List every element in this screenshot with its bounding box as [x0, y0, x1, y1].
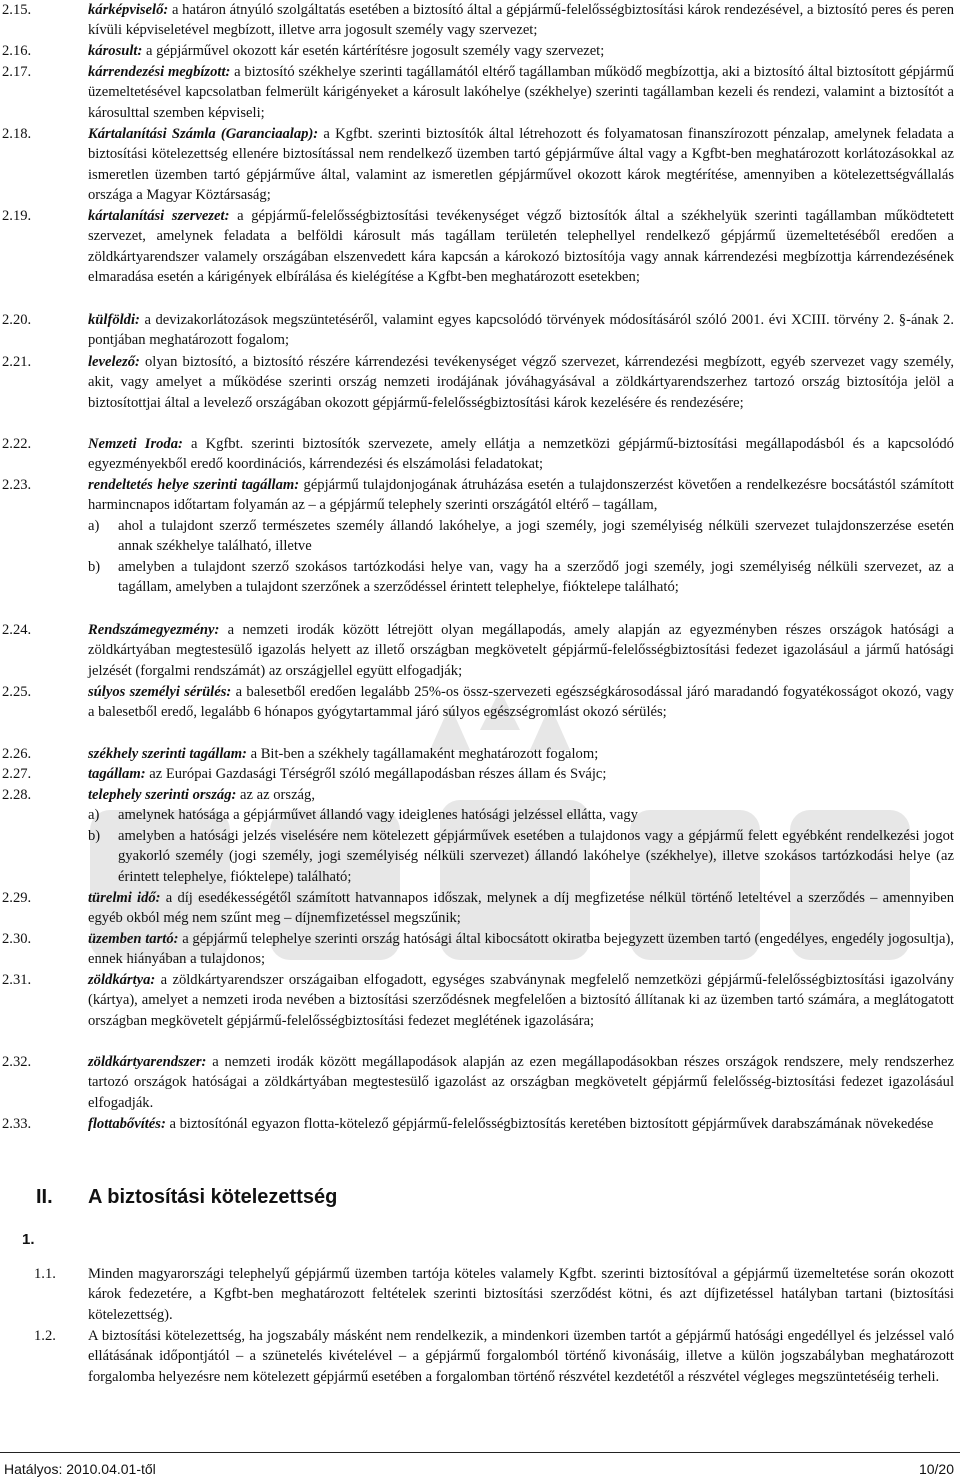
definition-text: a gépjármű-felelősségbiztosítási tevékenységet végző biztosítók által a székhelyük szerinti tagállamban működtetett szervezet, amelynek feladata a belföldi károsult más tagállam területén telephellyel rendelkező gépjármű üzemeltetéséből eredően a zöldkártyarendszer valamely országában elszenvedett kára kapcsán a károkozó biztosítója vagy annak kárrendezési megbízottja kárrendezésének elmaradása esetén a kárigények elbírálása és kielégítése a Kgfbt-ben meghatározott esetekben;	[88, 208, 954, 286]
sub-label: b)	[88, 558, 101, 575]
sub-text: amelyben a hatósági jelzés viselésére nem kötelezett gépjárművek esetében a tulajdonos vagy a gépjármű felett egyébként rendelkezési jogot gyakorló személy (jogi személy, jogi személyiség nélküli szervezet) állandó lakóhelye (székhelye), illetve szokásos tartózkodási helye (az érintett telephelye, fióktelepe) található;	[118, 827, 954, 885]
item-number: 2.21.	[2, 354, 32, 370]
item-number: 1.2.	[34, 1328, 56, 1344]
definition-text: a gépjármű telephelye szerinti ország hatósági által kibocsátott okiratba bejegyzett üzemben tartó (engedélyes, engedély jogosultja), ennek hiányában a tulajdonos;	[88, 931, 954, 968]
definition-2-32	[0, 1052, 960, 1113]
definition-2-24	[0, 620, 960, 681]
section-title: A biztosítási kötelezettség	[88, 1186, 338, 1208]
definition-2-18	[0, 124, 960, 206]
clause-text: Minden magyarországi telephelyű gépjármű üzemben tartója köteles valamely Kgfbt. szerinti biztosítóval a gépjármű üzemeltetése során okozott károk fedezetére, a Kgfbt-ben meghatározott feltételek szerinti biztosítási szerződést kötni, és azt díjfizetéssel hatályban tartani (biztosítási kötelezettség).	[88, 1266, 954, 1323]
item-number: 2.19.	[2, 208, 32, 224]
item-number: 2.18.	[2, 126, 32, 142]
term: Rendszámegyezmény:	[88, 622, 220, 638]
term: kárrendezési megbízott:	[88, 64, 231, 80]
definition-text: a biztosítónál egyazon flotta-kötelező gépjármű-felelősségbiztosítás keretében biztosított gépjárművek darabszámának növekedése	[165, 1116, 934, 1132]
definition-2-17	[0, 62, 960, 123]
term: türelmi idő:	[88, 890, 161, 906]
item-number: 1.1.	[34, 1266, 56, 1282]
clause-1-1	[0, 1264, 960, 1325]
definition-2-20	[0, 310, 960, 351]
definition-2-23	[0, 475, 960, 597]
definition-2-22	[0, 434, 960, 475]
definition-text: a díj esedékességétől számított hatvannapos időszak, melynek a díj megfizetése nélkül történő leteltével a szerződés – amennyiben egyéb okból még nem szűnt meg – díjnemfizetéssel megszűnik;	[88, 890, 954, 927]
term: külföldi:	[88, 312, 140, 328]
sub-item-a	[88, 805, 954, 825]
item-number: 2.29.	[2, 890, 32, 906]
clause-1-2	[0, 1326, 960, 1387]
term: telephely szerinti ország:	[88, 787, 237, 803]
term: Kártalanítási Számla (Garanciaalap):	[88, 126, 319, 142]
definition-text: olyan biztosító, a biztosító részére kárrendezési tevékenységet végző szervezet, kárrendezési megbízott, egyéb szervezet vagy személy, akit, vagy amelyet a működése szerinti ország nemzeti irodájának jóváhagyásával a zöldkártyarendszerhez tartozó ország biztosítója jelöl a biztosítottjai által a levelező országában okozott gépjármű-felelősségbiztosítási károk kezelésére és rendezésére;	[88, 354, 954, 411]
item-number: 2.22.	[2, 436, 32, 452]
clause-text: A biztosítási kötelezettség, ha jogszabály másként nem rendelkezik, a mindenkori üzemben tartót a gépjármű hatósági engedéllyel és jelzéssel való ellátásának időpontjától – a szünetelés kivételével – a gépjármű forgalomból történő kivonásáig, illetve a külön jogszabályban meghatározott forgalomba helyezésre nem kötelezett gépjármű esetében a forgalomban történő részvétel kezdetétől a részvétel végleges megszüntetéséig terheli.	[88, 1328, 954, 1385]
item-number: 2.16.	[2, 43, 32, 59]
sub-label: a)	[88, 807, 100, 824]
definition-2-16	[0, 41, 960, 61]
item-number: 2.31.	[2, 972, 32, 988]
definition-text: a gépjárművel okozott kár esetén kártérítésre jogosult személy vagy szervezet;	[142, 43, 605, 59]
sub-text: amelynek hatósága a gépjárművet állandó vagy ideiglenes hatósági jelzéssel ellátta, vagy	[118, 807, 638, 824]
item-number: 2.32.	[2, 1054, 32, 1070]
definition-text: a nemzeti irodák között létrejött olyan megállapodás, amely alapján az egyezményben részes országok hatósági a zöldkártyában megtestesülő igazolás helyett az illető országban megkövetelt gépjármű-felelősségbiztosítási fedezet igazolásául a jármű hatósági jelzését (forgalmi rendszámát) az országjellel együtt elfogadják;	[88, 622, 954, 679]
definition-2-31	[0, 970, 960, 1031]
item-number: 2.24.	[2, 622, 32, 638]
sub-item-a	[88, 516, 954, 557]
sub-number: 1.	[22, 1231, 35, 1248]
effective-date: Hatályos: 2010.04.01-től	[4, 1461, 156, 1477]
definition-2-28	[0, 785, 960, 887]
definition-text: a nemzeti irodák között megállapodások alapján az ezen megállapodásokban részes országok rendszere, mely rendszerhez tartozó országok hatóságai a zöldkártyában megtestesülő igazolást az országban megkövetelt gépjármű felelősség-biztosítási fedezet igazolásául elfogadják.	[88, 1054, 954, 1111]
definition-text: az az ország,	[236, 787, 315, 803]
page-number: 10/20	[918, 1461, 954, 1477]
item-number: 2.27.	[2, 766, 32, 782]
definition-2-25	[0, 682, 960, 723]
item-number: 2.25.	[2, 684, 32, 700]
item-number: 2.26.	[2, 746, 32, 762]
definition-text: a biztosító székhelye szerinti tagállamától eltérő tagállamban működő megbízottja, aki a biztosító által biztosított gépjármű üzemeltetésével kapcsolatban felmerült kárigényeket a károsult lakóhelye (székhelye) szerinti tagállamban kezeli és rendezi, valamint a biztosítót a károsulttal szemben képviseli;	[88, 64, 954, 121]
definition-text: a Bit-ben a székhely tagállamaként meghatározott fogalom;	[246, 746, 599, 762]
term: rendeltetés helye szerinti tagállam:	[88, 477, 300, 493]
term: kárképviselő:	[88, 2, 169, 18]
definition-2-19	[0, 206, 960, 288]
sub-text: ahol a tulajdont szerző természetes személy állandó lakóhelye, a jogi személy, jogi személyiség nélküli szervezet tulajdonszerzése esetén annak székhelye található, illetve	[118, 517, 954, 555]
definition-text: a zöldkártyarendszer országaiban elfogadott, egységes szabványnak megfelelő nemzetközi gépjármű-felelősségbiztosítási igazolvány (kártya), amelyet a nemzeti iroda nevében a biztosítási szerződésnek megfelelően a biztosító állítanak ki az üzemben tartó számára, a meglátogatott országban megkövetelt gépjármű-felelősségbiztosítási fedezet meglétének igazolására;	[88, 972, 954, 1029]
term: székhely szerinti tagállam:	[88, 746, 247, 762]
definition-2-33	[0, 1114, 960, 1134]
term: károsult:	[88, 43, 143, 59]
term: zöldkártyarendszer:	[88, 1054, 207, 1070]
item-number: 2.15.	[2, 2, 32, 18]
definition-2-15	[0, 0, 960, 41]
page-footer	[0, 1452, 960, 1483]
term: üzemben tartó:	[88, 931, 179, 947]
definition-2-29	[0, 888, 960, 929]
term: súlyos személyi sérülés:	[88, 684, 232, 700]
definition-2-26	[0, 744, 960, 764]
item-number: 2.28.	[2, 787, 32, 803]
definition-2-27	[0, 764, 960, 784]
item-number: 2.23.	[2, 477, 32, 493]
definition-text: a Kgfbt. szerinti biztosítók által létrehozott és folyamatosan finanszírozott pénzalap, amelynek feladata a biztosítási kötelezettség ellenére biztosítással nem rendelkező üzemben tartó gépjárműve által vagy a Kgfbt-ben meghatározott korlátozásokkal az ismeretlen üzemben tartó gépjárműve által, valamint az ismeretlen gépjárművel okozott károk megtérítése, amennyiben a kötelezettségvállalás országa a Magyar Köztársaság;	[88, 126, 954, 204]
definition-2-21	[0, 352, 960, 413]
term: zöldkártya:	[88, 972, 156, 988]
term: Nemzeti Iroda:	[88, 436, 183, 452]
sub-item-b	[88, 557, 954, 598]
definition-text: a határon átnyúló szolgáltatás esetében a biztosító által a gépjármű-felelősségbiztosítási károk rendezésével, a biztosító peres és peren kívüli képviseletével megbízott, illetve arra jogosult személy vagy szervezet;	[88, 2, 954, 39]
definition-text: az Európai Gazdasági Térségről szóló megállapodásban részes állam és Svájc;	[145, 766, 607, 782]
definition-text: a balesetből eredően legalább 25%-os össz-szervezeti egészségkárosodással járó maradandó fogyatékosságot okozó, vagy a balesetből eredő, legalább 6 hónapos gyógytartammal járó súlyos egészségromlást okozó sérülés;	[88, 684, 954, 721]
term: flottabővítés:	[88, 1116, 166, 1132]
term: tagállam:	[88, 766, 146, 782]
term: levelező:	[88, 354, 140, 370]
term: kártalanítási szervezet:	[88, 208, 230, 224]
sub-text: amelyben a tulajdont szerző szokásos tartózkodási helye van, vagy ha a szerződő jogi személy, jogi személyiség nélküli szervezet, az a tagállam, amelyben a tulajdont szerzőnek a szerződéssel érintett telephelye, fióktelepe található;	[118, 558, 954, 596]
item-number: 2.33.	[2, 1116, 32, 1132]
definition-2-30	[0, 929, 960, 970]
definition-text: a Kgfbt. szerinti biztosítók szervezete, amely ellátja a nemzetközi gépjármű-biztosítási megállapodásból és a kapcsolódó egyezményekből eredő koordinációs, kárrendezési és elszámolási feladatokat;	[88, 436, 954, 473]
sub-label: a)	[88, 517, 100, 534]
definition-text: gépjármű tulajdonjogának átruházása esetén a tulajdonszerzést követően a rendelkezésre bocsátástól számított harmincnapos időtartam folyamán az – a gépjármű telephely szerinti országától eltérő – tagállam,	[88, 477, 954, 514]
section-number: II.	[36, 1186, 53, 1208]
sub-item-b	[88, 826, 954, 887]
item-number: 2.30.	[2, 931, 32, 947]
definition-text: a devizakorlátozások megszüntetéséről, valamint egyes kapcsolódó törvények módosításáról szóló 2001. évi XCIII. törvény 2. §-ának 2. pontjában meghatározott fogalom;	[88, 312, 954, 349]
item-number: 2.20.	[2, 312, 32, 328]
sub-label: b)	[88, 827, 101, 844]
item-number: 2.17.	[2, 64, 32, 80]
